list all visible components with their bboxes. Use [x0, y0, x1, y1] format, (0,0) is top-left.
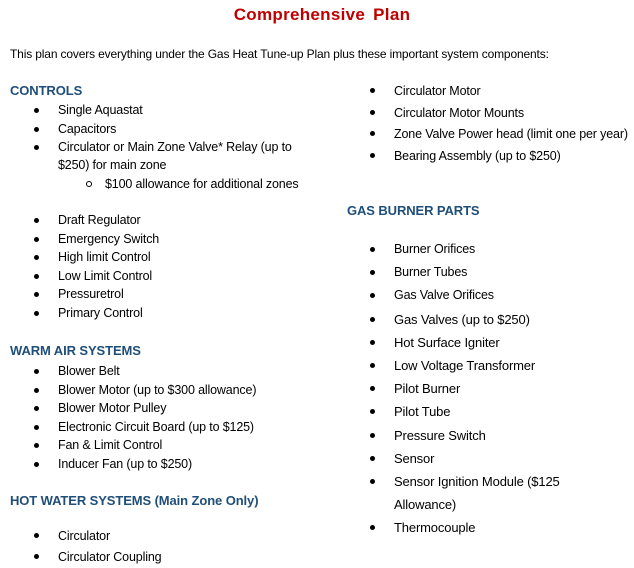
bullet-icon: [370, 247, 375, 252]
list-item: Primary Control: [34, 304, 159, 323]
list-item: Circulator: [34, 526, 161, 547]
list-item: Single Aquastat: [34, 101, 324, 120]
list-item: Circulator Coupling: [34, 547, 161, 568]
bullet-icon: [370, 433, 375, 438]
bullet-icon: [34, 554, 39, 559]
list-item: Burner Tubes: [370, 261, 634, 284]
bullet-icon: [34, 406, 39, 411]
bullet-icon: [34, 255, 39, 260]
bullet-icon: [34, 443, 39, 448]
list-item: Zone Valve Power head (limit one per year): [370, 124, 634, 146]
bullet-icon: [370, 293, 375, 298]
bullet-icon: [370, 317, 375, 322]
list-item: Circulator or Main Zone Valve* Relay (up to $250) for main zone: [34, 138, 324, 174]
bullet-icon: [34, 425, 39, 430]
bullet-icon: [34, 218, 39, 223]
bullet-icon: [370, 88, 375, 93]
list-item: Circulator Motor: [370, 81, 634, 103]
list-item: Sensor: [370, 447, 634, 470]
list-item: High limit Control: [34, 248, 159, 267]
list-item: Gas Valves (up to $250): [370, 308, 634, 331]
bullet-icon: [34, 108, 39, 113]
bullet-icon: [34, 388, 39, 393]
list-item: Bearing Assembly (up to $250): [370, 146, 634, 168]
bullet-icon: [370, 363, 375, 368]
warm-air-heading: WARM AIR SYSTEMS: [10, 343, 141, 358]
bullet-icon: [34, 311, 39, 316]
list-item: Gas Valve Orifices: [370, 284, 634, 307]
hot-water-heading: HOT WATER SYSTEMS (Main Zone Only): [10, 493, 259, 508]
bullet-icon: [34, 274, 39, 279]
list-item: Blower Belt: [34, 362, 256, 381]
circle-bullet-icon: [86, 181, 92, 187]
bullet-icon: [370, 340, 375, 345]
list-item: Pilot Tube: [370, 400, 634, 423]
list-item: Blower Motor Pulley: [34, 399, 256, 418]
list-item: Blower Motor (up to $300 allowance): [34, 381, 256, 400]
bullet-icon: [34, 127, 39, 132]
bullet-icon: [34, 145, 39, 150]
controls-list-continued: [34, 211, 159, 322]
bullet-icon: [370, 479, 375, 484]
bullet-icon: [370, 525, 375, 530]
bullet-icon: [370, 456, 375, 461]
list-item: Low Voltage Transformer: [370, 354, 634, 377]
page-title: Comprehensive Plan: [233, 5, 411, 24]
bullet-icon: [370, 110, 375, 115]
bullet-icon: [34, 462, 39, 467]
list-item: Low Limit Control: [34, 267, 159, 286]
list-item: Inducer Fan (up to $250): [34, 455, 256, 474]
list-item: Electronic Circuit Board (up to $125): [34, 418, 256, 437]
list-item: Draft Regulator: [34, 211, 159, 230]
bullet-icon: [34, 369, 39, 374]
list-item: Fan & Limit Control: [34, 436, 256, 455]
list-item: Circulator Motor Mounts: [370, 103, 634, 125]
bullet-icon: [370, 131, 375, 136]
bullet-icon: [370, 270, 375, 275]
gas-burner-list: [370, 238, 634, 540]
list-item: Emergency Switch: [34, 230, 159, 249]
warm-air-list: [34, 362, 256, 473]
list-item: Pressure Switch: [370, 424, 634, 447]
hot-water-continued-list: [370, 81, 634, 167]
list-item: Burner Orifices: [370, 238, 634, 261]
list-item: Hot Surface Igniter: [370, 331, 634, 354]
gas-burner-heading: GAS BURNER PARTS: [347, 203, 480, 218]
bullet-icon: [34, 292, 39, 297]
hot-water-list: [34, 526, 161, 568]
list-item: Pressuretrol: [34, 285, 159, 304]
list-item: Pilot Burner: [370, 377, 634, 400]
intro-text: This plan covers everything under the Gas Heat Tune-up Plan plus these important system components:: [10, 47, 549, 61]
bullet-icon: [34, 533, 39, 538]
list-item: Capacitors: [34, 120, 324, 139]
bullet-icon: [34, 237, 39, 242]
bullet-icon: [370, 386, 375, 391]
list-item: Thermocouple: [370, 516, 634, 539]
sub-list-item: $100 allowance for additional zones: [105, 175, 305, 193]
controls-heading: CONTROLS: [10, 83, 83, 98]
controls-list: [34, 101, 324, 174]
bullet-icon: [370, 409, 375, 414]
list-item: Sensor Ignition Module ($125 Allowance): [370, 470, 634, 516]
bullet-icon: [370, 153, 375, 158]
